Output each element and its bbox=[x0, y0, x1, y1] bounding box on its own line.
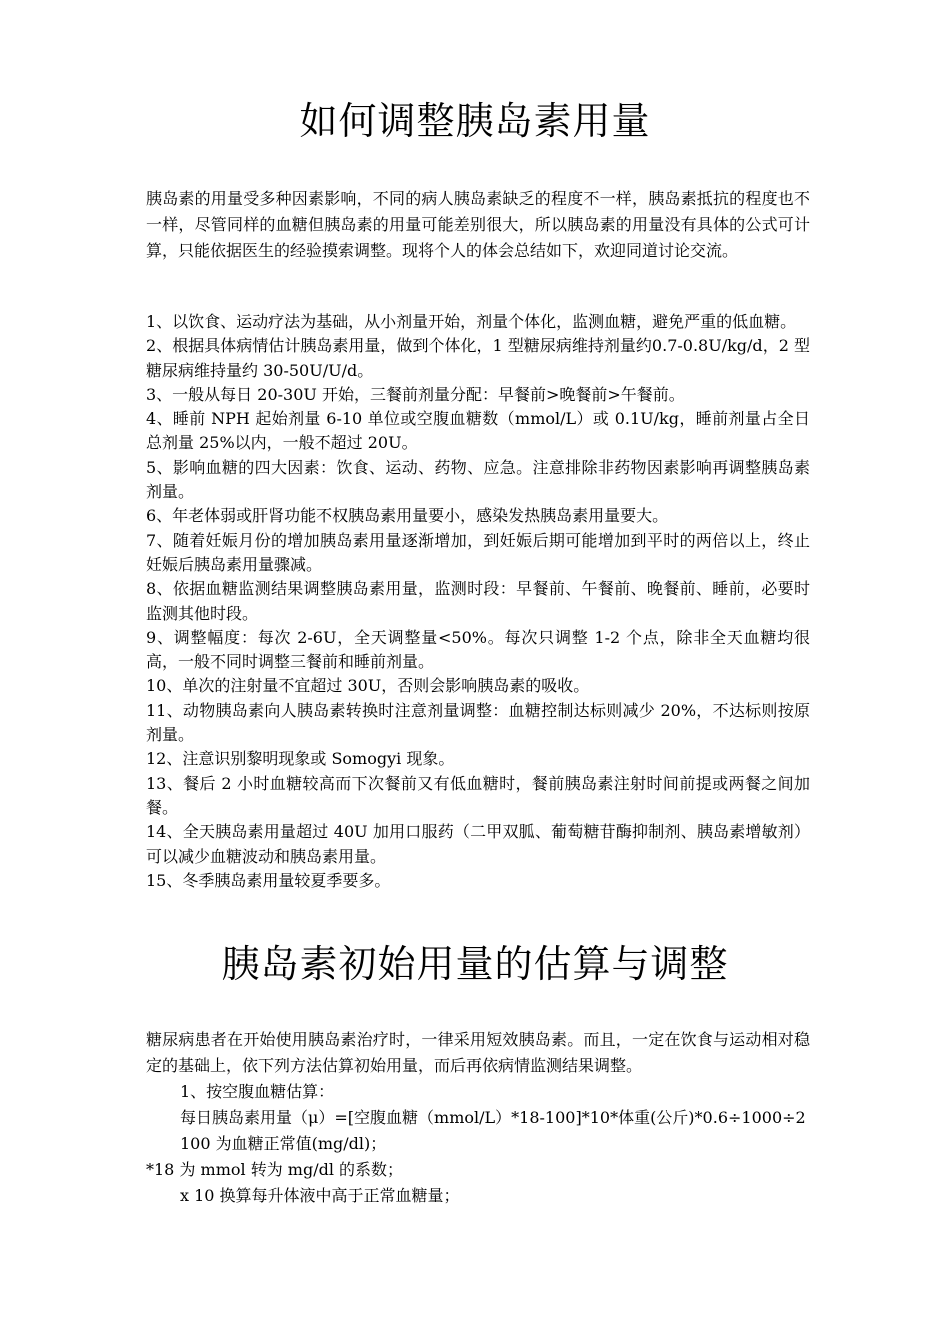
list-item: 2、根据具体病情估计胰岛素用量，做到个体化，1 型糖尿病维持剂量约0.7-0.8U/kg/d，2 型糖尿病维持量约 30-50U/U/d。 bbox=[146, 336, 810, 380]
list-item: 8、依据血糖监测结果调整胰岛素用量，监测时段：早餐前、午餐前、晚餐前、睡前，必要时监测其他时段。 bbox=[146, 579, 810, 623]
formula-note: 100 为血糖正常值(mg/dl)； bbox=[180, 1134, 387, 1153]
list-item: 6、年老体弱或肝肾功能不权胰岛素用量要小，感染发热胰岛素用量要大。 bbox=[146, 506, 669, 526]
method-heading: 1、按空腹血糖估算： bbox=[180, 1082, 335, 1101]
intro-text: 胰岛素的用量受多种因素影响，不同的病人胰岛素缺乏的程度不一样，胰岛素抵抗的程度也不一样，尽管同样的血糖但胰岛素的用量可能差别很大，所以胰岛素的用量没有具体的公式可计算，只能依据医生的经验摸索调整。现将个人的体会总结如下，欢迎同道讨论交流。 bbox=[146, 189, 810, 260]
adjustment-list bbox=[146, 310, 810, 893]
formula-note: *18 为 mmol 转为 mg/dl 的系数； bbox=[146, 1160, 404, 1179]
list-item: 7、随着妊娠月份的增加胰岛素用量逐渐增加，到妊娠后期可能增加到平时的两倍以上，终止妊娠后胰岛素用量骤减。 bbox=[146, 530, 810, 574]
list-item: 4、睡前 NPH 起始剂量 6-10 单位或空腹血糖数（mmol/L）或 0.1U/kg，睡前剂量占全日总剂量 25%以内，一般不超过 20U。 bbox=[146, 409, 810, 453]
list-item: 11、动物胰岛素向人胰岛素转换时注意剂量调整：血糖控制达标则减少 20%，不达标则按原剂量。 bbox=[146, 700, 810, 745]
list-item: 10、单次的注射量不宜超过 30U，否则会影响胰岛素的吸收。 bbox=[146, 676, 590, 696]
formula-text: 每日胰岛素用量（μ）=[空腹血糖（mmol/L）*18-100]*10*体重(公斤)*0.6÷1000÷2 bbox=[180, 1108, 806, 1127]
section-paragraph: 糖尿病患者在开始使用胰岛素治疗时，一律采用短效胰岛素。而且，一定在饮食与运动相对稳定的基础上，依下列方法估算初始用量，而后再依病情监测结果调整。 bbox=[146, 1030, 810, 1075]
list-item: 9、调整幅度：每次 2-6U，全天调整量<50%。每次只调整 1-2 个点，除非全天血糖均很高，一般不同时调整三餐前和睡前剂量。 bbox=[146, 627, 810, 672]
estimation-section bbox=[146, 1027, 810, 1209]
list-item: 5、影响血糖的四大因素：饮食、运动、药物、应急。注意排除非药物因素影响再调整胰岛素剂量。 bbox=[146, 457, 810, 502]
list-item: 3、一般从每日 20-30U 开始，三餐前剂量分配：早餐前>晚餐前>午餐前。 bbox=[146, 384, 685, 404]
list-item: 13、餐后 2 小时血糖较高而下次餐前又有低血糖时，餐前胰岛素注射时间前提或两餐之间加餐。 bbox=[146, 773, 810, 817]
section-title: 胰岛素初始用量的估算与调整 bbox=[221, 942, 729, 986]
list-item: 15、冬季胰岛素用量较夏季要多。 bbox=[146, 870, 391, 890]
page-title: 如何调整胰岛素用量 bbox=[299, 99, 651, 143]
intro-paragraph bbox=[146, 186, 810, 264]
formula-note: x 10 换算每升体液中高于正常血糖量； bbox=[180, 1186, 460, 1205]
list-item: 1、以饮食、运动疗法为基础，从小剂量开始，剂量个体化，监测血糖，避免严重的低血糖。 bbox=[146, 312, 797, 331]
list-item: 12、注意识别黎明现象或 Somogyi 现象。 bbox=[146, 749, 455, 769]
list-item: 14、全天胰岛素用量超过 40U 加用口服药（二甲双胍、葡萄糖苷酶抑制剂、胰岛素增敏剂）可以减少血糖波动和胰岛素用量。 bbox=[146, 822, 810, 866]
